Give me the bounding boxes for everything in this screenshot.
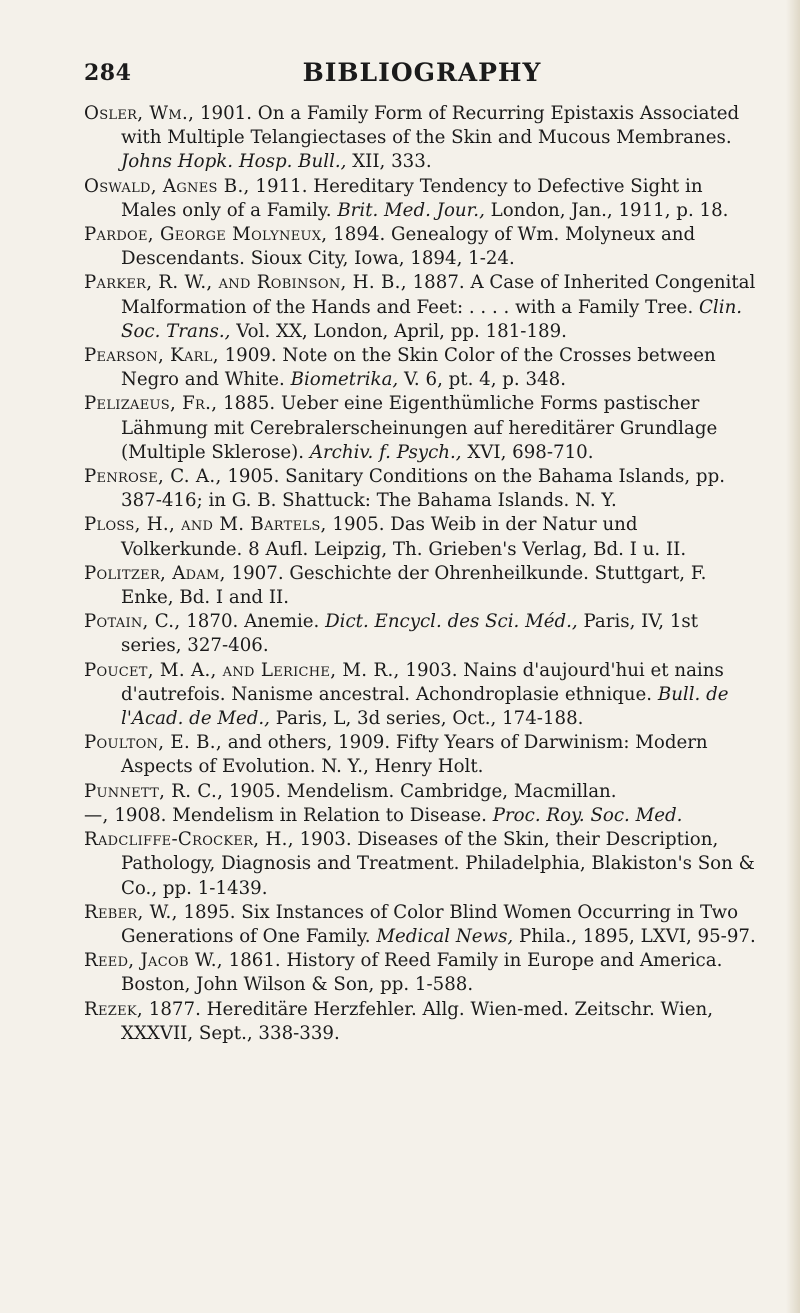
bibliography-entry: [84, 610, 760, 658]
entry-author: Pearson, Karl,: [84, 345, 219, 367]
entry-text: 1887. A Case of Inherited Congenital Malformation of the Hands and Feet: . . . . with a Family Tree.: [121, 272, 756, 318]
entry-text: Paris, L, 3d series, Oct., 174-188.: [269, 708, 584, 730]
bibliography-entry: [84, 271, 760, 344]
bibliography-entry: [84, 102, 760, 175]
entry-author: Reber, W.,: [84, 901, 178, 923]
entry-author: Radcliffe-Crocker, H.,: [84, 829, 294, 851]
entry-author: Poucet, M. A., and Leriche, M. R.,: [84, 659, 400, 681]
page-title: BIBLIOGRAPHY: [302, 58, 542, 87]
entry-author: Penrose, C. A.,: [84, 466, 222, 488]
entry-author: Ploss, H., and M. Bartels,: [84, 514, 327, 536]
entry-text: 1861. History of Reed Family in Europe and America. Boston, John Wilson & Son, pp. 1-588.: [121, 950, 723, 996]
bibliography-entry: [84, 513, 760, 561]
entry-author: Reed, Jacob W.,: [84, 950, 223, 972]
entry-journal: Archiv. f. Psych.,: [309, 441, 462, 463]
bibliography-entry: [84, 949, 760, 997]
entry-text: 1905. Das Weib in der Natur und Volkerkunde. 8 Aufl. Leipzig, Th. Grieben's Verlag, Bd. I u. II.: [121, 514, 687, 560]
entry-text: 1895. Six Instances of Color Blind Women Occurring in Two Generations of One Family.: [121, 901, 739, 947]
entry-journal: Brit. Med. Jour.,: [337, 199, 485, 221]
entry-author: —,: [84, 804, 109, 826]
entry-text: 1870. Anemie.: [180, 611, 326, 633]
entry-journal: Bull. de l'Acad. de Med.,: [121, 683, 729, 730]
entry-journal: Dict. Encycl. des Sci. Méd.,: [325, 611, 578, 633]
entry-text: XVI, 698-710.: [461, 441, 594, 463]
entry-text: 1903. Nains d'aujourd'hui et nains d'autrefois. Nanisme ancestral. Achondroplasie ethnique.: [121, 659, 724, 705]
bibliography-entry: [84, 804, 760, 828]
bibliography-entry: [84, 392, 760, 465]
bibliography-entry: [84, 175, 760, 223]
entry-author: Pelizaeus, Fr.,: [84, 393, 218, 415]
entry-text: 1877. Hereditäre Herzfehler. Allg. Wien-med. Zeitschr. Wien, XXXVII, Sept., 338-339.: [121, 998, 713, 1044]
entry-journal: Proc. Roy. Soc. Med.: [492, 804, 683, 826]
entry-author: Punnett, R. C.,: [84, 780, 224, 802]
entry-text: 1903. Diseases of the Skin, their Description, Pathology, Diagnosis and Treatment. Philadelphia, Blakiston's Son & Co., pp. 1-1439.: [121, 829, 755, 899]
entry-text: 1905. Mendelism. Cambridge, Macmillan.: [223, 780, 617, 802]
entry-journal: Johns Hopk. Hosp. Bull.,: [121, 151, 347, 173]
page-number: 284: [84, 60, 132, 86]
entry-journal: Medical News,: [376, 925, 514, 947]
bibliography-entry: [84, 828, 760, 901]
bibliography-entry: [84, 344, 760, 392]
bibliography-entry: [84, 731, 760, 779]
entry-text: 1885. Ueber eine Eigenthümliche Forms pastischer Lähmung mit Cerebralerscheinungen auf hereditärer Grundlage (Multiple Sklerose).: [121, 393, 718, 463]
entry-author: Parker, R. W., and Robinson, H. B.,: [84, 272, 407, 294]
entry-journal: Clin. Soc. Trans.,: [121, 296, 743, 342]
bibliography-entry: [84, 659, 760, 732]
entry-text: 1907. Geschichte der Ohrenheilkunde. Stuttgart, F. Enke, Bd. I and II.: [121, 562, 707, 609]
entry-author: Oswald, Agnes B.,: [84, 175, 250, 197]
entry-text: 1911. Hereditary Tendency to Defective Sight in Males only of a Family.: [121, 175, 703, 221]
bibliography-entry: [84, 223, 760, 271]
entry-text: and others, 1909. Fifty Years of Darwinism: Modern Aspects of Evolution. N. Y., Henry Holt.: [121, 732, 708, 778]
entry-text: 1908. Mendelism in Relation to Disease.: [108, 804, 493, 826]
bibliography-entry: [84, 562, 760, 610]
bibliography-entry: [84, 998, 760, 1046]
entry-text: 1901. On a Family Form of Recurring Epistaxis Associated with Multiple Telangiectases of the Skin and Mucous Membranes.: [121, 103, 740, 149]
entry-journal: Biometrika,: [290, 369, 399, 391]
entry-text: 1894. Genealogy of Wm. Molyneux and Descendants. Sioux City, Iowa, 1894, 1-24.: [121, 224, 696, 270]
bibliography-entry: [84, 780, 760, 804]
running-head: [84, 58, 760, 90]
entry-text: Phila., 1895, LXVI, 95-97.: [513, 925, 756, 947]
entry-author: Pardoe, George Molyneux,: [84, 224, 328, 246]
entry-text: 1909. Note on the Skin Color of the Crosses between Negro and White.: [121, 345, 716, 391]
entry-author: Politzer, Adam,: [84, 562, 226, 584]
bibliography-list: [84, 102, 760, 1046]
page-edge-shadow: [786, 0, 800, 1313]
entry-text: XII, 333.: [346, 151, 432, 173]
entry-text: 1905. Sanitary Conditions on the Bahama Islands, pp. 387-416; in G. B. Shattuck: The Bahama Islands. N. Y.: [121, 466, 725, 512]
entry-text: London, Jan., 1911, p. 18.: [484, 199, 729, 221]
entry-author: Poulton, E. B.,: [84, 732, 222, 754]
entry-text: Paris, IV, 1st series, 327-406.: [121, 611, 699, 657]
entry-text: Vol. XX, London, April, pp. 181-189.: [230, 320, 567, 342]
bibliography-entry: [84, 465, 760, 513]
entry-author: Potain, C.,: [84, 611, 181, 633]
entry-author: Rezek,: [84, 998, 143, 1020]
bibliography-entry: [84, 901, 760, 949]
entry-author: Osler, Wm.,: [84, 103, 195, 124]
entry-text: V. 6, pt. 4, p. 348.: [398, 369, 566, 391]
